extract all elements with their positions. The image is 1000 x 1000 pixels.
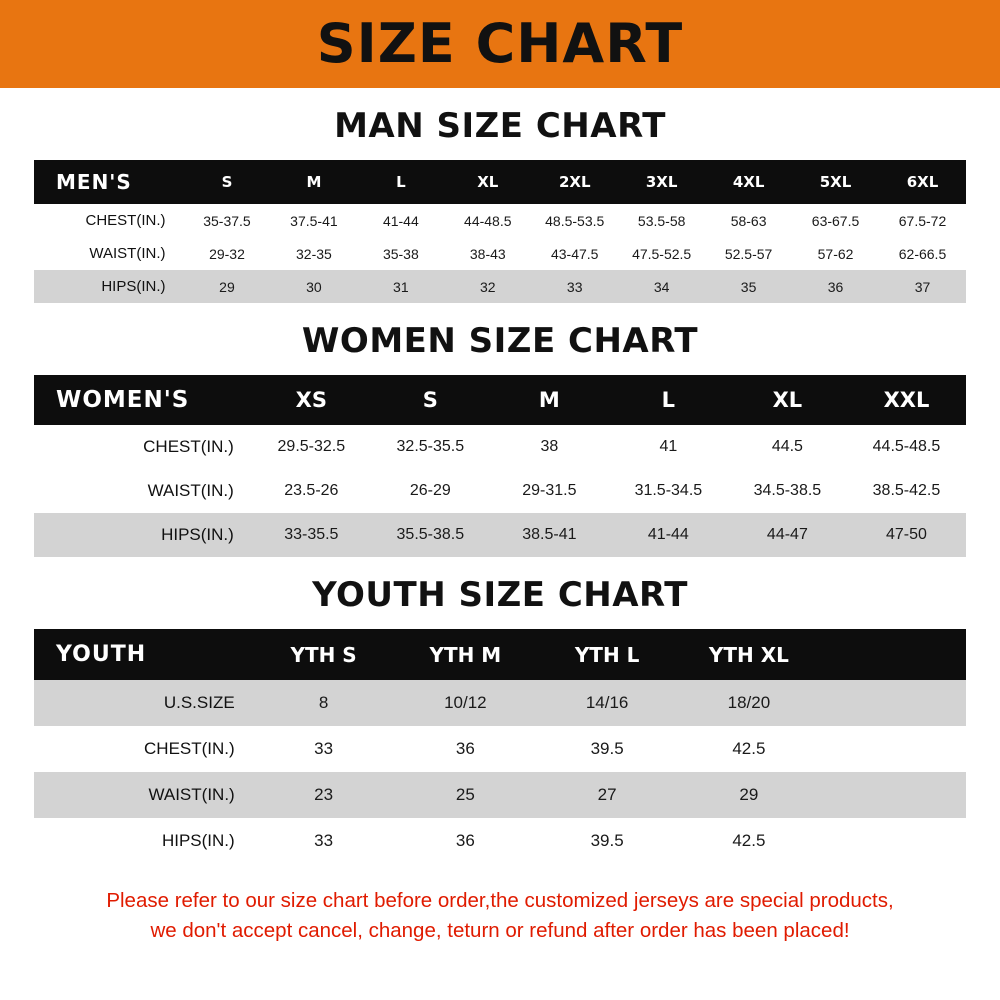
women-table-wrap — [0, 375, 1000, 557]
table-cell: 35-38 — [357, 237, 444, 270]
youth-section-title: YOUTH SIZE CHART — [312, 575, 688, 615]
table-cell: 39.5 — [536, 726, 678, 772]
table-cell: 30 — [270, 270, 357, 303]
youth-table-wrap — [0, 629, 1000, 864]
table-row — [34, 469, 966, 513]
table-cell: 36 — [394, 818, 536, 864]
women-col-5: XXL — [847, 375, 966, 425]
table-cell: 29-32 — [184, 237, 271, 270]
table-cell: 41-44 — [357, 204, 444, 237]
table-header-row — [34, 629, 966, 680]
table-cell: 44-48.5 — [444, 204, 531, 237]
header-banner — [0, 0, 1000, 88]
table-row — [34, 726, 966, 772]
table-cell: 36 — [394, 726, 536, 772]
women-col-2: M — [490, 375, 609, 425]
table-cell: 44.5-48.5 — [847, 425, 966, 469]
table-cell: 67.5-72 — [879, 204, 966, 237]
women-size-table — [34, 375, 966, 557]
women-row-header-label: WOMEN'S — [34, 375, 252, 425]
men-row-label-chest: CHEST(IN.) — [34, 204, 184, 237]
men-col-0: S — [184, 160, 271, 204]
women-section-title: WOMEN SIZE CHART — [301, 321, 699, 361]
table-cell: 44-47 — [728, 513, 847, 557]
table-cell: 37.5-41 — [270, 204, 357, 237]
men-table-body — [34, 204, 966, 303]
table-cell: 41 — [609, 425, 728, 469]
table-cell: 38.5-41 — [490, 513, 609, 557]
table-cell: 26-29 — [371, 469, 490, 513]
youth-row-label-ussize: U.S.SIZE — [34, 680, 253, 726]
women-row-label-waist: WAIST(IN.) — [34, 469, 252, 513]
youth-table-body — [34, 680, 966, 864]
men-section-title: MAN SIZE CHART — [334, 106, 666, 146]
table-cell: 27 — [536, 772, 678, 818]
table-cell: 29 — [678, 772, 820, 818]
men-col-4: 2XL — [531, 160, 618, 204]
table-cell: 33 — [253, 726, 395, 772]
women-row-label-hips: HIPS(IN.) — [34, 513, 252, 557]
table-cell: 31 — [357, 270, 444, 303]
table-cell: 37 — [879, 270, 966, 303]
table-cell: 58-63 — [705, 204, 792, 237]
table-row — [34, 425, 966, 469]
men-col-8: 6XL — [879, 160, 966, 204]
youth-col-4 — [820, 629, 966, 680]
table-cell: 47-50 — [847, 513, 966, 557]
men-row-header-label: MEN'S — [34, 160, 184, 204]
table-cell: 10/12 — [394, 680, 536, 726]
table-cell — [820, 726, 966, 772]
youth-table-head — [34, 629, 966, 680]
page-title: SIZE CHART — [316, 12, 684, 75]
table-cell: 33-35.5 — [252, 513, 371, 557]
table-header-row — [34, 160, 966, 204]
men-col-7: 5XL — [792, 160, 879, 204]
table-cell: 47.5-52.5 — [618, 237, 705, 270]
men-col-5: 3XL — [618, 160, 705, 204]
women-col-3: L — [609, 375, 728, 425]
men-col-3: XL — [444, 160, 531, 204]
youth-size-table — [34, 629, 966, 864]
table-cell: 35-37.5 — [184, 204, 271, 237]
table-cell: 34.5-38.5 — [728, 469, 847, 513]
table-cell: 32-35 — [270, 237, 357, 270]
note-line-1: Please refer to our size chart before order,the customized jerseys are special products, — [106, 889, 894, 912]
table-cell: 63-67.5 — [792, 204, 879, 237]
men-row-label-hips: HIPS(IN.) — [34, 270, 184, 303]
table-cell: 29 — [184, 270, 271, 303]
table-cell: 23 — [253, 772, 395, 818]
table-cell: 14/16 — [536, 680, 678, 726]
table-header-row — [34, 375, 966, 425]
table-cell: 29.5-32.5 — [252, 425, 371, 469]
table-cell: 35.5-38.5 — [371, 513, 490, 557]
women-row-label-chest: CHEST(IN.) — [34, 425, 252, 469]
table-cell: 43-47.5 — [531, 237, 618, 270]
table-row — [34, 270, 966, 303]
youth-col-3: YTH XL — [678, 629, 820, 680]
youth-col-2: YTH L — [536, 629, 678, 680]
table-cell: 52.5-57 — [705, 237, 792, 270]
men-col-6: 4XL — [705, 160, 792, 204]
table-cell: 38-43 — [444, 237, 531, 270]
table-cell: 57-62 — [792, 237, 879, 270]
youth-row-label-chest: CHEST(IN.) — [34, 726, 253, 772]
men-table-wrap — [0, 160, 1000, 303]
table-cell: 36 — [792, 270, 879, 303]
table-cell: 39.5 — [536, 818, 678, 864]
table-cell — [820, 680, 966, 726]
women-col-1: S — [371, 375, 490, 425]
table-row — [34, 237, 966, 270]
table-cell: 33 — [253, 818, 395, 864]
youth-col-1: YTH M — [394, 629, 536, 680]
table-cell: 34 — [618, 270, 705, 303]
men-col-2: L — [357, 160, 444, 204]
table-cell: 38.5-42.5 — [847, 469, 966, 513]
youth-row-label-waist: WAIST(IN.) — [34, 772, 253, 818]
women-col-0: XS — [252, 375, 371, 425]
men-size-table — [34, 160, 966, 303]
table-row — [34, 772, 966, 818]
table-cell — [820, 818, 966, 864]
table-cell: 18/20 — [678, 680, 820, 726]
women-table-head — [34, 375, 966, 425]
table-cell: 53.5-58 — [618, 204, 705, 237]
women-col-4: XL — [728, 375, 847, 425]
men-row-label-waist: WAIST(IN.) — [34, 237, 184, 270]
table-cell: 23.5-26 — [252, 469, 371, 513]
men-table-head — [34, 160, 966, 204]
table-row — [34, 818, 966, 864]
table-cell: 41-44 — [609, 513, 728, 557]
youth-row-header-label: YOUTH — [34, 629, 253, 680]
table-cell — [820, 772, 966, 818]
table-cell: 29-31.5 — [490, 469, 609, 513]
table-cell: 48.5-53.5 — [531, 204, 618, 237]
table-cell: 38 — [490, 425, 609, 469]
table-cell: 31.5-34.5 — [609, 469, 728, 513]
youth-row-label-hips: HIPS(IN.) — [34, 818, 253, 864]
table-row — [34, 204, 966, 237]
table-cell: 42.5 — [678, 818, 820, 864]
table-cell: 42.5 — [678, 726, 820, 772]
table-cell: 44.5 — [728, 425, 847, 469]
return-policy-note — [0, 886, 1000, 945]
table-cell: 32 — [444, 270, 531, 303]
men-col-1: M — [270, 160, 357, 204]
table-cell: 33 — [531, 270, 618, 303]
women-table-body — [34, 425, 966, 557]
youth-col-0: YTH S — [253, 629, 395, 680]
note-line-2: we don't accept cancel, change, teturn or refund after order has been placed! — [150, 918, 850, 942]
table-cell: 25 — [394, 772, 536, 818]
table-cell: 32.5-35.5 — [371, 425, 490, 469]
table-row — [34, 513, 966, 557]
table-cell: 35 — [705, 270, 792, 303]
table-row — [34, 680, 966, 726]
table-cell: 62-66.5 — [879, 237, 966, 270]
table-cell: 8 — [253, 680, 395, 726]
